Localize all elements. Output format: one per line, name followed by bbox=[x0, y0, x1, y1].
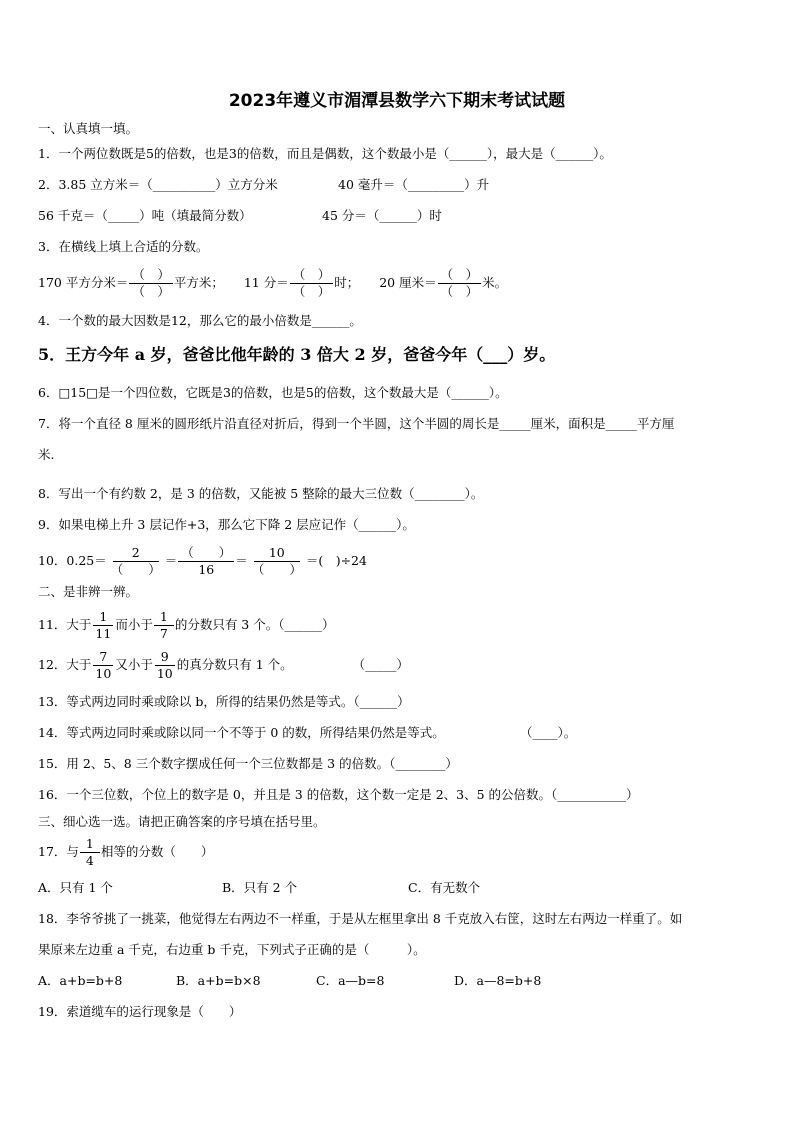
question-7-line-2: 米. bbox=[38, 447, 55, 462]
q3-c-denominator: （ ） bbox=[440, 284, 479, 299]
q3-c-suffix: 米。 bbox=[482, 275, 508, 290]
q18-option-c[interactable]: C．a—b=8 bbox=[316, 973, 385, 988]
question-7-line-1: 7．将一个直径 8 厘米的圆形纸片沿直径对折后，得到一个半圆，这个半圆的周长是_____厘米，面积是_____平方厘 bbox=[38, 416, 675, 431]
q11-f2-numerator: 1 bbox=[154, 609, 174, 626]
q17-denominator: 4 bbox=[85, 853, 94, 868]
question-11 bbox=[38, 608, 334, 642]
q12-answer-blank: （_____） bbox=[352, 657, 409, 672]
q12-f1-numerator: 7 bbox=[93, 649, 113, 666]
section-3-heading: 三、细心选一选。请把正确答案的序号填在括号里。 bbox=[38, 814, 326, 829]
q12-suffix: 的真分数只有 1 个。 bbox=[176, 657, 293, 672]
q3-c-prefix: 20 厘米＝ bbox=[379, 275, 437, 290]
q11-fraction-1 bbox=[92, 609, 114, 642]
q12-f1-denominator: 10 bbox=[95, 666, 112, 681]
q3-b-fraction bbox=[290, 267, 334, 300]
q18-option-b[interactable]: B．a+b=b×8 bbox=[176, 973, 261, 988]
q12-middle: 又小于 bbox=[115, 657, 153, 672]
question-12 bbox=[38, 648, 409, 682]
question-18-line-1: 18．李爷爷挑了一挑菜，他觉得左右两边不一样重，于是从左框里拿出 8 千克放入右筐，这时左右两边一样重了。如 bbox=[38, 911, 683, 926]
question-14-blank: （____）。 bbox=[520, 725, 577, 740]
q11-fraction-2 bbox=[154, 609, 174, 642]
section-1-heading: 一、认真填一填。 bbox=[38, 121, 139, 136]
question-3-items bbox=[38, 266, 507, 300]
question-4: 4．一个数的最大因数是12，那么它的最小倍数是______。 bbox=[38, 313, 362, 328]
question-2d: 45 分＝（______）时 bbox=[322, 208, 442, 223]
q10-f1-numerator: 2 bbox=[113, 545, 159, 562]
question-2a: 2．3.85 立方米＝（__________）立方分米 bbox=[38, 177, 278, 192]
q10-equals-2: ＝ bbox=[235, 553, 248, 568]
q10-f2-numerator: （ ） bbox=[178, 545, 234, 562]
q3-b-denominator: （ ） bbox=[292, 284, 331, 299]
q18-option-a[interactable]: A．a+b=b+8 bbox=[38, 973, 123, 988]
q17-option-a[interactable]: A．只有 1 个 bbox=[38, 880, 113, 895]
question-10 bbox=[38, 544, 367, 578]
q12-fraction-2 bbox=[154, 649, 176, 682]
q10-f2-denominator: 16 bbox=[198, 562, 215, 577]
q3-c-fraction bbox=[438, 267, 482, 300]
question-8: 8．写出一个有约数 2，是 3 的倍数，又能被 5 整除的最大三位数（________）。 bbox=[38, 486, 484, 501]
q12-fraction-1 bbox=[92, 649, 114, 682]
question-1: 1．一个两位数既是5的倍数，也是3的倍数，而且是偶数，这个数最小是（______），最大是（______）。 bbox=[38, 146, 612, 161]
q10-fraction-1 bbox=[108, 545, 164, 578]
page-title: 2023年遵义市湄潭县数学六下期末考试试题 bbox=[228, 91, 566, 111]
question-2c: 56 千克＝（_____）吨（填最简分数） bbox=[38, 208, 252, 223]
question-6: 6．□15□是一个四位数，它既是3的倍数，也是5的倍数，这个数最大是（______）。 bbox=[38, 385, 508, 400]
q3-a-denominator: （ ） bbox=[132, 284, 170, 299]
q17-numerator: 1 bbox=[80, 836, 100, 853]
question-13: 13．等式两边同时乘或除以 b，所得的结果仍然是等式。（______） bbox=[38, 694, 410, 709]
q17-fraction bbox=[80, 836, 100, 869]
q10-prefix: 10．0.25＝ bbox=[38, 553, 107, 568]
q12-f2-numerator: 9 bbox=[155, 649, 175, 666]
question-15: 15．用 2、5、8 三个数字摆成任何一个三位数都是 3 的倍数。（________） bbox=[38, 756, 458, 771]
q10-fraction-3 bbox=[249, 545, 305, 578]
q3-b-prefix: 11 分＝ bbox=[243, 275, 289, 290]
q10-fraction-2 bbox=[178, 545, 234, 578]
q3-c-numerator: （ ） bbox=[438, 267, 482, 284]
q18-option-d[interactable]: D．a—8=b+8 bbox=[454, 973, 542, 988]
question-19: 19．索道缆车的运行现象是（ ） bbox=[38, 1004, 242, 1019]
section-2-heading: 二、是非辨一辨。 bbox=[38, 584, 139, 599]
question-14: 14．等式两边同时乘或除以同一个不等于 0 的数，所得结果仍然是等式。 bbox=[38, 725, 445, 740]
q17-option-c[interactable]: C．有无数个 bbox=[408, 880, 481, 895]
q3-a-fraction bbox=[129, 267, 173, 300]
q11-f2-denominator: 7 bbox=[159, 626, 168, 641]
q11-f1-numerator: 1 bbox=[93, 609, 113, 626]
question-18-line-2: 果原来左边重 a 千克，右边重 b 千克，下列式子正确的是（ ）。 bbox=[38, 942, 426, 957]
q10-f1-denominator: （ ） bbox=[110, 562, 161, 577]
question-3: 3．在横线上填上合适的分数。 bbox=[38, 239, 209, 254]
q3-b-numerator: （ ） bbox=[290, 267, 334, 284]
q3-a-prefix: 170 平方分米＝ bbox=[38, 275, 129, 290]
q11-suffix: 的分数只有 3 个。（______） bbox=[174, 617, 335, 632]
q10-equals-1: ＝ bbox=[164, 553, 178, 568]
q11-f1-denominator: 11 bbox=[95, 626, 112, 641]
q10-f3-denominator: （ ） bbox=[251, 562, 302, 577]
q12-prefix: 12．大于 bbox=[38, 657, 92, 672]
question-5: 5．王方今年 a 岁，爸爸比他年龄的 3 倍大 2 岁，爸爸今年（___）岁。 bbox=[38, 345, 556, 364]
question-9: 9．如果电梯上升 3 层记作+3，那么它下降 2 层应记作（______）。 bbox=[38, 517, 415, 532]
q3-b-suffix: 时； bbox=[334, 275, 360, 290]
q11-middle: 而小于 bbox=[115, 617, 153, 632]
q3-a-suffix: 平方米； bbox=[173, 275, 224, 290]
q11-prefix: 11．大于 bbox=[38, 617, 92, 632]
q12-f2-denominator: 10 bbox=[156, 666, 173, 681]
q17-suffix: 相等的分数（ ） bbox=[100, 844, 214, 859]
question-17 bbox=[38, 835, 213, 869]
q10-f3-numerator: 10 bbox=[254, 545, 300, 562]
question-16: 16．一个三位数，个位上的数字是 0，并且是 3 的倍数，这个数一定是 2、3、5 的公倍数。（___________） bbox=[38, 787, 639, 802]
q17-prefix: 17．与 bbox=[38, 844, 79, 859]
q17-option-b[interactable]: B．只有 2 个 bbox=[222, 880, 298, 895]
q10-suffix: ＝( )÷24 bbox=[305, 553, 367, 568]
q3-a-numerator: （ ） bbox=[129, 267, 173, 284]
question-2b: 40 毫升＝（_________）升 bbox=[338, 177, 490, 192]
